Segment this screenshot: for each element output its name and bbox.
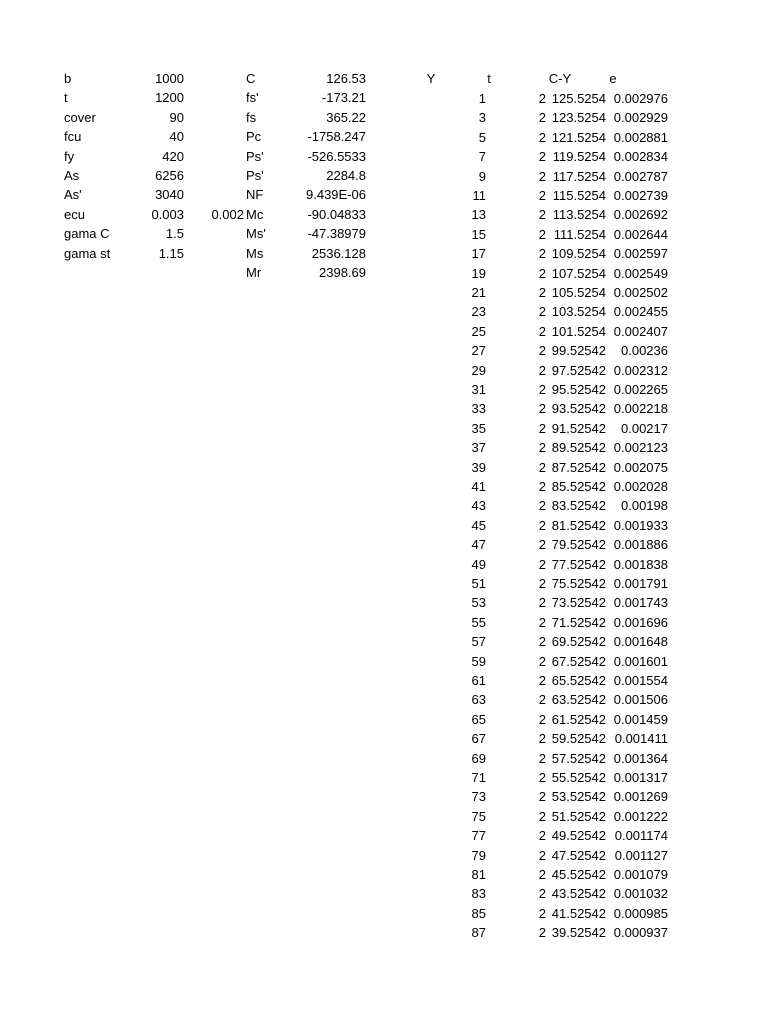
cell-e: 0.001933: [613, 517, 668, 533]
cell-e: 0.001127: [614, 847, 668, 863]
cell-e: 0.002597: [613, 246, 668, 262]
cell-e: 0.00236: [621, 343, 668, 359]
cell-e: 0.001364: [613, 750, 668, 766]
cell-y: 59: [471, 653, 486, 669]
cell-t: 2: [538, 265, 546, 281]
cell-y: 19: [471, 265, 486, 281]
result-label: fs: [246, 109, 257, 125]
parameter-value: 1000: [155, 71, 184, 86]
cell-e: 0.001222: [613, 808, 668, 824]
header-c-y: C-Y: [548, 71, 572, 86]
cell-t: 2: [538, 91, 546, 106]
cell-t: 2: [538, 479, 546, 494]
cell-t: 2: [538, 789, 546, 805]
table-row: [0, 302, 768, 321]
cell-t: 2: [538, 905, 546, 921]
cell-e: 0.001079: [613, 867, 668, 882]
cell-c-y: 115.5254: [552, 188, 606, 203]
table-row: [0, 865, 768, 884]
cell-y: 85: [471, 905, 486, 921]
parameter-value: 1.15: [158, 245, 184, 261]
cell-c-y: 69.52542: [551, 634, 606, 650]
parameter-label: gama st: [64, 245, 111, 261]
cell-t: 2: [538, 808, 546, 824]
table-row: [0, 399, 768, 418]
table-row: [0, 652, 768, 671]
cell-e: 0.002218: [613, 401, 668, 417]
parameter-label: cover: [64, 109, 96, 125]
table-row: [0, 477, 768, 496]
table-row: [0, 283, 768, 302]
cell-t: 2: [538, 188, 546, 203]
cell-e: 0.001459: [613, 711, 668, 727]
cell-t: 2: [538, 362, 546, 378]
cell-c-y: 59.52542: [551, 731, 606, 747]
cell-y: 29: [471, 362, 486, 378]
cell-t: 2: [538, 440, 546, 456]
parameter-label: As: [64, 168, 80, 183]
cell-e: 0.002312: [613, 362, 668, 378]
cell-y: 27: [471, 343, 486, 359]
table-row: [0, 535, 768, 554]
cell-y: 53: [471, 595, 486, 611]
parameter-value: 90: [169, 109, 184, 125]
cell-e: 0.001743: [613, 595, 668, 611]
table-row: [0, 341, 768, 360]
cell-y: 9: [478, 168, 486, 184]
cell-t: 2: [538, 537, 546, 553]
header-t: t: [487, 71, 491, 86]
cell-y: 39: [471, 459, 486, 475]
cell-y: 83: [471, 886, 486, 902]
cell-y: 69: [471, 750, 486, 766]
cell-e: 0.002739: [613, 188, 668, 203]
parameter-value: 420: [162, 148, 184, 164]
cell-y: 47: [471, 537, 486, 553]
table-row: [0, 186, 768, 205]
cell-c-y: 109.5254: [551, 246, 606, 262]
cell-y: 15: [471, 226, 486, 242]
cell-y: 49: [471, 556, 486, 572]
table-header: [0, 69, 768, 88]
cell-c-y: 49.52542: [551, 828, 606, 844]
result-label: Ms': [246, 226, 266, 242]
cell-c-y: 95.52542: [551, 382, 606, 397]
cell-t: 2: [538, 517, 546, 533]
cell-c-y: 99.52542: [551, 343, 606, 359]
result-label: Ps': [246, 168, 264, 183]
cell-e: 0.001648: [613, 634, 668, 650]
cell-e: 0.002075: [613, 459, 668, 475]
cell-y: 65: [471, 711, 486, 727]
cell-t: 2: [538, 634, 546, 650]
cell-t: 2: [538, 420, 546, 436]
cell-c-y: 63.52542: [551, 692, 606, 708]
cell-e: 0.002028: [613, 479, 668, 494]
cell-y: 81: [471, 867, 486, 882]
cell-c-y: 81.52542: [551, 517, 606, 533]
cell-t: 2: [538, 285, 546, 300]
result-value: -47.38979: [307, 226, 366, 242]
cell-t: 2: [538, 129, 546, 145]
cell-c-y: 43.52542: [551, 886, 606, 902]
result-label: fs': [246, 90, 259, 106]
cell-t: 2: [538, 867, 546, 882]
cell-c-y: 47.52542: [551, 847, 606, 863]
parameter-label: fcu: [64, 129, 82, 145]
cell-t: 2: [538, 401, 546, 417]
cell-e: 0.002787: [613, 168, 668, 184]
parameter-value: 1.5: [165, 226, 184, 242]
result-label: NF: [246, 187, 264, 203]
table-row: [0, 89, 768, 108]
cell-t: 2: [538, 226, 546, 242]
table-row: [0, 496, 768, 515]
result-label: C: [246, 71, 256, 86]
cell-c-y: 55.52542: [551, 770, 606, 785]
result-value: 2536.128: [311, 245, 366, 261]
parameter-label: t: [64, 90, 68, 106]
cell-e: 0.002407: [613, 323, 668, 339]
cell-c-y: 65.52542: [551, 673, 606, 688]
cell-y: 21: [471, 285, 486, 300]
cell-e: 0.001269: [613, 789, 668, 805]
cell-c-y: 89.52542: [551, 440, 606, 456]
cell-t: 2: [538, 750, 546, 766]
cell-c-y: 85.52542: [551, 479, 606, 494]
cell-e: 0.001791: [613, 576, 668, 591]
cell-y: 1: [478, 91, 486, 106]
parameter-value: 40: [169, 129, 184, 145]
cell-c-y: 61.52542: [551, 711, 606, 727]
cell-e: 0.002692: [613, 207, 668, 223]
cell-t: 2: [538, 343, 546, 359]
cell-e: 0.00198: [621, 498, 668, 514]
cell-t: 2: [538, 828, 546, 844]
cell-e: 0.001554: [613, 673, 668, 688]
cell-t: 2: [538, 886, 546, 902]
result-label: Ms: [246, 245, 264, 261]
table-row: [0, 846, 768, 865]
table-row: [0, 826, 768, 845]
cell-c-y: 77.52542: [551, 556, 606, 572]
cell-e: 0.002644: [613, 226, 668, 242]
cell-c-y: 123.5254: [551, 110, 606, 126]
cell-e: 0.001032: [613, 886, 668, 902]
table-row: [0, 361, 768, 380]
cell-t: 2: [538, 731, 546, 747]
cell-e: 0.001838: [613, 556, 668, 572]
cell-e: 0.001506: [613, 692, 668, 708]
parameter-value: 0.003: [151, 206, 184, 222]
table-row: [0, 108, 768, 127]
table-row: [0, 205, 768, 224]
cell-y: 55: [471, 614, 486, 630]
table-row: [0, 613, 768, 632]
cell-y: 75: [471, 808, 486, 824]
table-row: [0, 322, 768, 341]
cell-t: 2: [538, 168, 546, 184]
cell-c-y: 97.52542: [551, 362, 606, 378]
cell-c-y: 93.52542: [551, 401, 606, 417]
cell-c-y: 57.52542: [551, 750, 606, 766]
cell-t: 2: [538, 576, 546, 591]
cell-y: 43: [471, 498, 486, 514]
cell-t: 2: [538, 770, 546, 785]
table-row: [0, 923, 768, 942]
cell-y: 37: [471, 440, 486, 456]
cell-t: 2: [538, 149, 546, 165]
cell-e: 0.001696: [613, 614, 668, 630]
cell-t: 2: [538, 459, 546, 475]
cell-c-y: 91.52542: [551, 420, 606, 436]
cell-y: 5: [478, 129, 486, 145]
cell-c-y: 73.52542: [551, 595, 606, 611]
table-row: [0, 904, 768, 923]
result-value: 9.439E-06: [306, 187, 366, 203]
cell-e: 0.000985: [613, 905, 668, 921]
cell-c-y: 67.52542: [551, 653, 606, 669]
cell-t: 2: [538, 653, 546, 669]
cell-c-y: 113.5254: [552, 207, 606, 223]
cell-e: 0.002929: [613, 110, 668, 126]
cell-t: 2: [538, 498, 546, 514]
cell-e: 0.001601: [613, 653, 668, 669]
table-row: [0, 690, 768, 709]
table-row: [0, 264, 768, 283]
parameter-value: 6256: [155, 168, 184, 183]
header-e: e: [609, 71, 617, 86]
table-row: [0, 419, 768, 438]
cell-y: 41: [471, 479, 486, 494]
table-row: [0, 787, 768, 806]
cell-y: 33: [471, 401, 486, 417]
table-row: [0, 749, 768, 768]
cell-c-y: 45.52542: [551, 867, 606, 882]
cell-t: 2: [538, 847, 546, 863]
cell-y: 45: [471, 517, 486, 533]
cell-c-y: 87.52542: [551, 459, 606, 475]
result-value: 2398.69: [319, 265, 366, 280]
cell-y: 71: [471, 770, 486, 785]
result-label: Mr: [246, 265, 262, 280]
cell-c-y: 107.5254: [551, 265, 606, 281]
cell-t: 2: [538, 595, 546, 611]
table-row: [0, 593, 768, 612]
cell-y: 31: [471, 382, 486, 397]
cell-c-y: 41.52542: [551, 905, 606, 921]
cell-c-y: 119.5254: [552, 149, 606, 165]
result-value: 2284.8: [326, 168, 366, 183]
table-row: [0, 729, 768, 748]
cell-y: 17: [471, 246, 486, 262]
result-value: -526.5533: [307, 148, 366, 164]
table-row: [0, 438, 768, 457]
table-row: [0, 574, 768, 593]
parameter-extra: 0.002: [211, 206, 244, 222]
cell-y: 35: [471, 420, 486, 436]
cell-e: 0.00217: [621, 420, 668, 436]
header-y: Y: [426, 71, 436, 86]
cell-t: 2: [538, 692, 546, 708]
cell-c-y: 75.52542: [551, 576, 606, 591]
cell-t: 2: [538, 614, 546, 630]
table-row: [0, 458, 768, 477]
cell-y: 25: [471, 323, 486, 339]
table-row: [0, 768, 768, 787]
cell-e: 0.002123: [613, 440, 668, 456]
parameter-label: gama C: [64, 226, 110, 242]
cell-c-y: 53.52542: [551, 789, 606, 805]
cell-e: 0.001174: [614, 828, 668, 844]
cell-t: 2: [538, 556, 546, 572]
result-label: Ps': [246, 148, 264, 164]
table-row: [0, 380, 768, 399]
cell-c-y: 111.5254: [553, 226, 606, 242]
cell-e: 0.002834: [613, 149, 668, 165]
result-value: -173.21: [321, 90, 366, 106]
cell-y: 23: [471, 304, 486, 320]
result-value: -1758.247: [307, 129, 366, 145]
cell-t: 2: [538, 323, 546, 339]
parameter-label: b: [64, 71, 72, 86]
cell-t: 2: [538, 673, 546, 688]
table-row: [0, 167, 768, 186]
table-row: [0, 710, 768, 729]
cell-y: 7: [478, 149, 486, 165]
cell-y: 3: [478, 110, 486, 126]
cell-e: 0.001411: [614, 731, 668, 747]
cell-e: 0.001886: [613, 537, 668, 553]
table-row: [0, 225, 768, 244]
result-label: Mc: [246, 206, 264, 222]
cell-y: 11: [472, 188, 486, 203]
cell-c-y: 101.5254: [551, 323, 606, 339]
table-row: [0, 128, 768, 147]
table-row: [0, 671, 768, 690]
table-row: [0, 147, 768, 166]
table-row: [0, 516, 768, 535]
cell-e: 0.001317: [613, 770, 668, 785]
cell-c-y: 117.5254: [552, 168, 606, 184]
cell-y: 79: [471, 847, 486, 863]
parameter-label: As': [64, 187, 82, 203]
result-value: -90.04833: [307, 206, 366, 222]
cell-y: 67: [471, 731, 486, 747]
table-row: [0, 555, 768, 574]
cell-t: 2: [538, 382, 546, 397]
parameter-label: ecu: [64, 206, 85, 222]
parameter-value: 3040: [155, 187, 184, 203]
cell-t: 2: [538, 207, 546, 223]
cell-c-y: 71.52542: [551, 614, 606, 630]
cell-e: 0.002502: [613, 285, 668, 300]
cell-c-y: 83.52542: [551, 498, 606, 514]
cell-e: 0.002881: [613, 129, 668, 145]
table-row: [0, 244, 768, 263]
cell-y: 13: [471, 207, 486, 223]
result-value: 365.22: [326, 109, 366, 125]
cell-e: 0.002455: [613, 304, 668, 320]
cell-c-y: 39.52542: [551, 925, 606, 941]
cell-t: 2: [538, 110, 546, 126]
cell-y: 87: [471, 925, 486, 941]
cell-e: 0.002976: [613, 91, 668, 106]
cell-y: 63: [471, 692, 486, 708]
result-label: Pc: [246, 129, 262, 145]
cell-y: 61: [471, 673, 486, 688]
cell-t: 2: [538, 246, 546, 262]
parameter-value: 1200: [155, 90, 184, 106]
cell-e: 0.000937: [613, 925, 668, 941]
cell-t: 2: [538, 304, 546, 320]
result-value: 126.53: [326, 71, 366, 86]
cell-y: 77: [471, 828, 486, 844]
cell-c-y: 121.5254: [551, 129, 606, 145]
cell-y: 73: [471, 789, 486, 805]
cell-c-y: 103.5254: [551, 304, 606, 320]
table-row: [0, 807, 768, 826]
table-row: [0, 884, 768, 903]
cell-c-y: 105.5254: [551, 285, 606, 300]
cell-c-y: 125.5254: [551, 91, 606, 106]
parameter-label: fy: [64, 148, 75, 164]
table-row: [0, 632, 768, 651]
cell-t: 2: [538, 711, 546, 727]
cell-y: 51: [471, 576, 486, 591]
cell-c-y: 79.52542: [551, 537, 606, 553]
cell-e: 0.002549: [613, 265, 668, 281]
cell-e: 0.002265: [613, 382, 668, 397]
cell-c-y: 51.52542: [551, 808, 606, 824]
cell-y: 57: [471, 634, 486, 650]
cell-t: 2: [538, 925, 546, 941]
